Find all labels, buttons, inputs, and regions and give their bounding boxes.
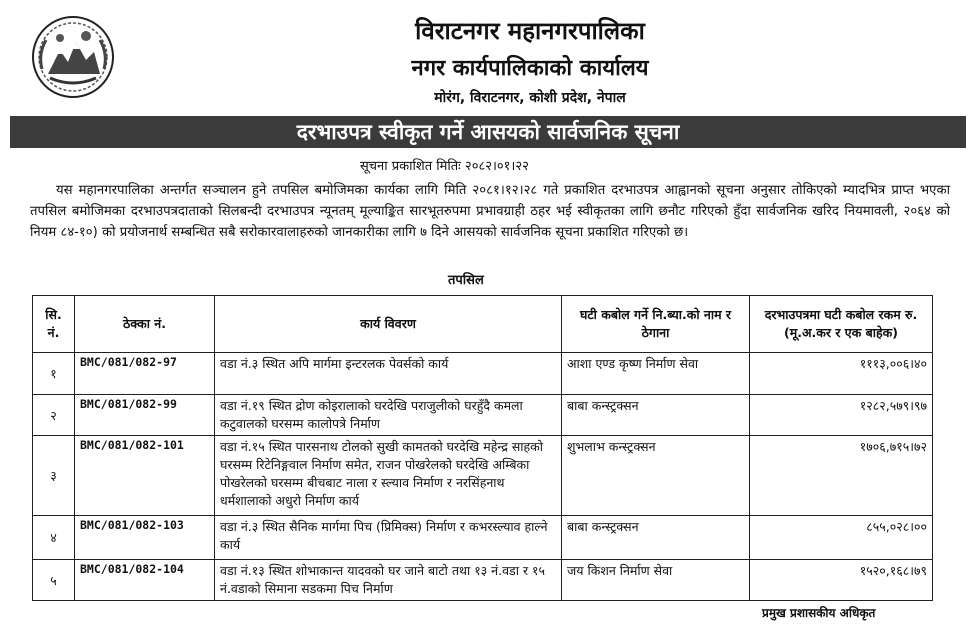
details-heading: तपसिल [448,273,484,288]
row-contract-no: BMC/081/082-97 [75,353,215,395]
row-bidder: आशा एण्ड कृष्ण निर्माण सेवा [562,353,750,395]
nepal-government-emblem-icon [30,14,116,100]
row-bidder: शुभलाभ कन्स्ट्रक्सन [562,436,750,516]
table-row [33,353,933,395]
row-amount: १२८२,५७९।९७ [750,395,933,436]
row-amount: १११३,००६।४० [750,353,933,395]
header-bidder: घटी कबोल गर्ने नि.ब्या.को नाम र ठेगाना [562,296,750,353]
table-row [33,436,933,516]
row-bidder: बाबा कन्स्ट्रक्सन [562,395,750,436]
header-work-desc: कार्य विवरण [215,296,562,353]
row-sn: ४ [33,516,75,560]
row-amount: १५२०,१६८।७९ [750,560,933,601]
row-contract-no: BMC/081/082-101 [75,436,215,516]
row-amount: ८५५,०२८।०० [750,516,933,560]
table-row [33,560,933,601]
row-amount: १७०६,७१५।७२ [750,436,933,516]
notice-body: यस महानगरपालिका अन्तर्गत सञ्चालन हुने तपसिल बमोजिमका कार्यका लागि मिति २०८१।१२।२८ गते प्रकाशित दरभाउपत्र आह्वानको सूचना अनुसार तोकिएको म्यादभित्र प्राप्त भएका तपसिल बमोजिमका दरभाउपत्रदाताको सिलबन्दी दरभाउपत्र न्यूनतम् मूल्याङ्कित सारभूतरुपमा प्रभावग्राही ठहर भई स्वीकृतका लागि छनौट गरिएको हुँदा सार्वजनिक खरिद नियमावली, २०६४ को नियम ८४-१०) को प्रयोजनार्थ सम्बन्धित सबै सरोकारवालाहरुको जानकारीका लागि ७ दिने आसयको सार्वजनिक सूचना प्रकाशित गरिएको छ। [30,183,950,240]
row-contract-no: BMC/081/082-103 [75,516,215,560]
table-row [33,395,933,436]
row-work-desc: वडा नं.१९ स्थित द्रोण कोइरालाको घरदेखि पराजुलीको घरहुँदै कमला कटुवालको घरसम्म कालोपत्रे निर्माण [215,395,562,436]
header-amount: दरभाउपत्रमा घटी कबोल रकम रु.(मू.अ.कर र एक बाहेक) [750,296,933,353]
office-name: नगर कार्यपालिकाको कार्यालय [411,56,649,81]
row-sn: १ [33,353,75,395]
row-sn: ३ [33,436,75,516]
row-contract-no: BMC/081/082-104 [75,560,215,601]
row-contract-no: BMC/081/082-99 [75,395,215,436]
row-sn: २ [33,395,75,436]
row-sn: ५ [33,560,75,601]
organization-name: विराटनगर महानगरपालिका [415,17,645,45]
signatory-title: प्रमुख प्रशासकीय अधिकृत [762,606,876,620]
row-bidder: बाबा कन्स्ट्रक्सन [562,516,750,560]
office-address: मोरंग, विराटनगर, कोशी प्रदेश, नेपाल [434,90,626,106]
table-row [33,516,933,560]
table-header-row [33,296,933,353]
header-contract-no: ठेक्का नं. [75,296,215,353]
row-bidder: जय किशन निर्माण सेवा [562,560,750,601]
header-sn: सि. नं. [33,296,75,353]
row-work-desc: वडा नं.३ स्थित सैनिक मार्गमा पिच (प्रिमिक्स) निर्माण र कभरस्ल्याव हाल्ने कार्य [215,516,562,560]
published-date: सूचना प्रकाशित मितिः २०८२।०१।२२ [360,159,529,174]
row-work-desc: वडा नं.१५ स्थित पारसनाथ टोलको सुखी कामतको घरदेखि महेन्द्र साहको घरसम्म रिटेनिङ्गवाल निर्माण समेत, राजन पोखरेलको घरदेखि अम्बिका पोखरेलको घरसम्म बीचबाट नाला र स्ल्याव निर्माण र नरसिंहनाथ धर्मशालाको अधुरो निर्माण कार्य [215,436,562,516]
row-work-desc: वडा नं.३ स्थित अपि मार्गमा इन्टरलक पेवर्सको कार्य [215,353,562,395]
notice-title: दरभाउपत्र स्वीकृत गर्ने आसयको सार्वजनिक सूचना [10,116,966,148]
bid-table [32,295,933,601]
letterhead [0,0,978,112]
row-work-desc: वडा नं.१३ स्थित शोभाकान्त यादवको घर जाने बाटो तथा १३ नं.वडा र १५ नं.वडाको सिमाना सडकमा पिच निर्माण [215,560,562,601]
